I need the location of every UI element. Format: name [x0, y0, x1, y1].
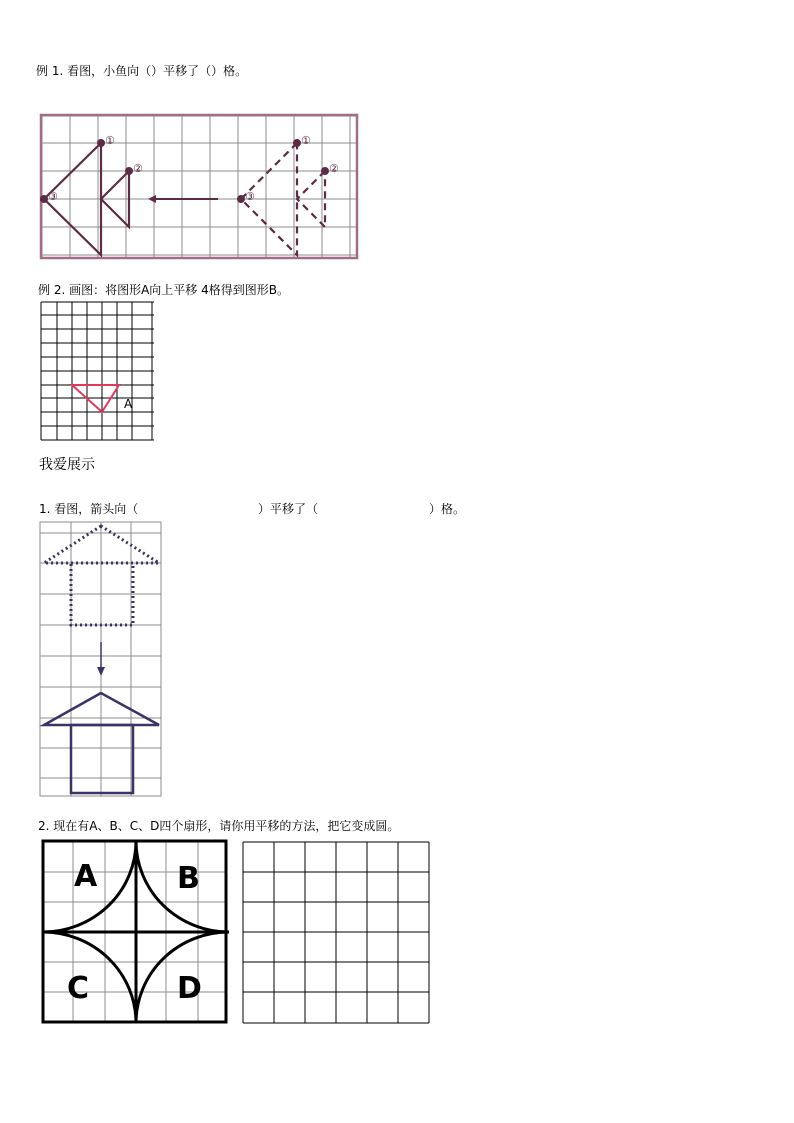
sector-c-label: C: [67, 971, 90, 1006]
sector-d-label: D: [177, 971, 202, 1006]
marker-1: ①: [105, 134, 115, 147]
marker-1-moved: ①: [301, 134, 311, 147]
problem1-part3: ）格。: [429, 502, 466, 516]
example1-question: 例 1. 看图，小鱼向（）平移了（）格。: [36, 64, 248, 78]
example2-grid: [39, 300, 157, 444]
problem1-figure: [38, 520, 164, 800]
marker-2-moved: ②: [329, 162, 339, 175]
problem2-sectors-figure: [38, 838, 234, 1028]
problem1-part2: ）平移了（: [258, 502, 319, 516]
marker-3-moved: ③: [245, 190, 255, 203]
marker-3: ③: [48, 190, 58, 203]
example1-figure: [38, 112, 360, 260]
example2-question: 例 2. 画图：将图形A向上平移 4格得到图形B。: [38, 283, 289, 297]
problem2-blank-grid: [236, 840, 432, 1026]
problem2-question: 2. 现在有A、B、C、D四个扇形，请你用平移的方法，把它变成圆。: [38, 819, 400, 833]
sector-a-label: A: [74, 859, 98, 894]
marker-2: ②: [133, 162, 143, 175]
shape-a-label: A: [124, 397, 133, 411]
problem1-part1: 1. 看图，箭头向（: [39, 502, 139, 516]
sector-b-label: B: [177, 861, 200, 896]
section-title: 我爱展示: [39, 457, 95, 473]
